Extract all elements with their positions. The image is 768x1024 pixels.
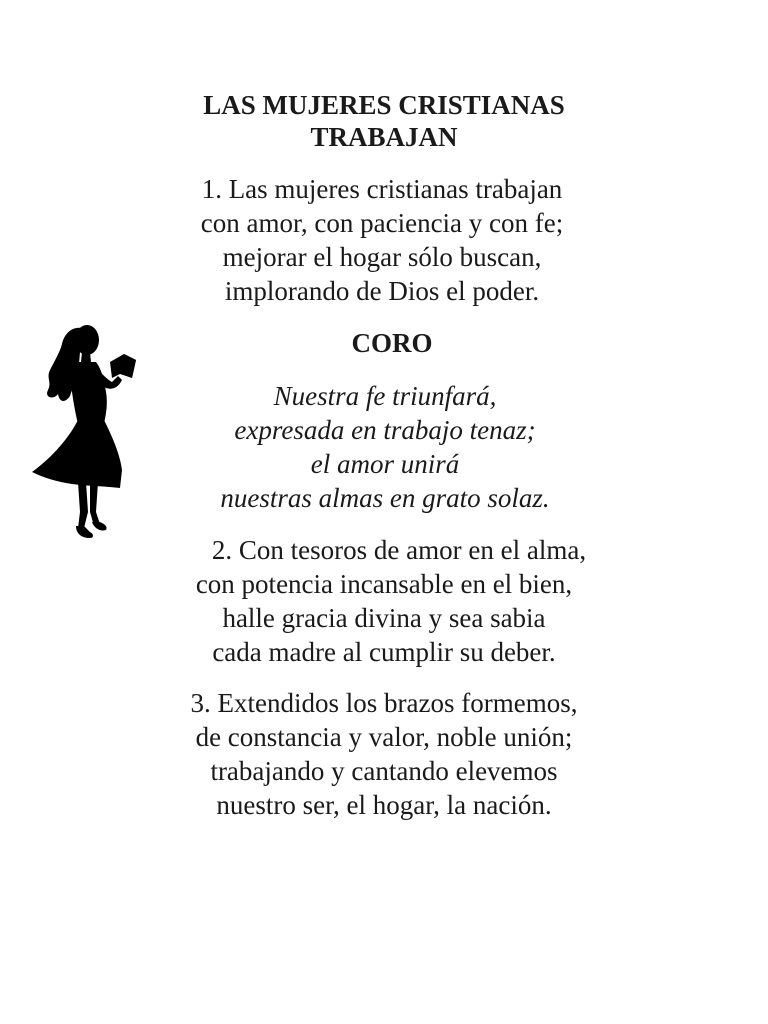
- stanza-line: con potencia incansable en el bien,: [195, 569, 573, 599]
- chorus-line: expresada en trabajo tenaz;: [234, 415, 536, 445]
- stanza-line: nuestro ser, el hogar, la nación.: [216, 790, 552, 820]
- chorus: [0, 379, 768, 515]
- stanza-line: halle gracia divina y sea sabia: [222, 603, 546, 633]
- stanza-line: 2. Con tesoros de amor en el alma,: [211, 535, 587, 565]
- chorus-line: Nuestra fe triunfará,: [273, 381, 497, 411]
- stanza-line: 3. Extendidos los brazos formemos,: [190, 688, 578, 718]
- chorus-line: el amor unirá: [310, 449, 460, 479]
- stanza-3: [0, 686, 768, 822]
- stanza-line: 1. Las mujeres cristianas trabajan: [201, 174, 563, 204]
- hymn-title-line-1: LAS MUJERES CRISTIANAS: [203, 90, 565, 120]
- stanza-line: con amor, con paciencia y con fe;: [200, 208, 564, 238]
- chorus-line: nuestras almas en grato solaz.: [220, 483, 550, 513]
- stanza-line: trabajando y cantando elevemos: [210, 756, 558, 786]
- stanza-2: [0, 533, 768, 669]
- stanza-line: implorando de Dios el poder.: [224, 276, 540, 306]
- stanza-line: cada madre al cumplir su deber.: [212, 637, 556, 667]
- chorus-label: CORO: [351, 328, 433, 358]
- hymn-title-line-2: TRABAJAN: [310, 122, 458, 152]
- stanza-line: mejorar el hogar sólo buscan,: [222, 242, 542, 272]
- stanza-1: [0, 172, 766, 308]
- stanza-line: de constancia y valor, noble unión;: [195, 722, 573, 752]
